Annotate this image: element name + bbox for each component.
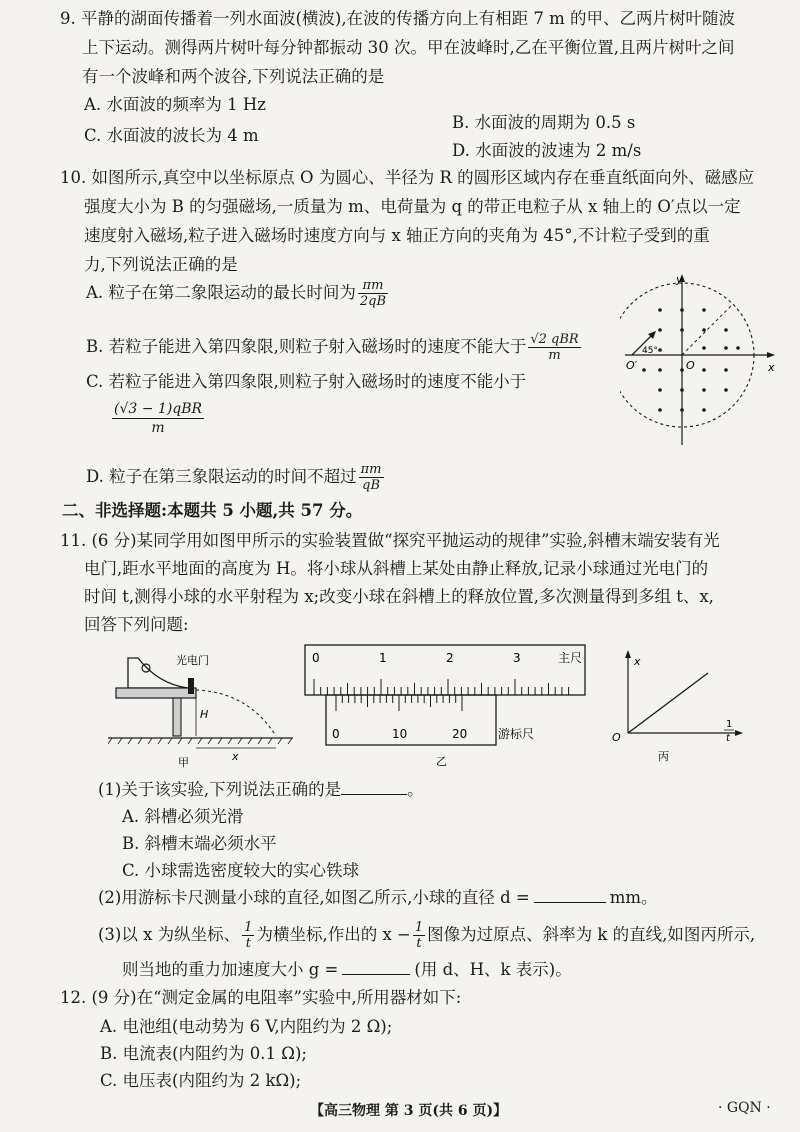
main-tick-3: 3	[513, 651, 521, 665]
q10-option-d-text: D. 粒子在第三象限运动的时间不超过	[86, 467, 357, 486]
graph-x-label-denominator: t	[726, 733, 730, 744]
q9-option-c: C. 水面波的波长为 4 m	[84, 126, 259, 145]
graph-y-arrow	[625, 650, 631, 658]
apparatus-figure	[108, 648, 298, 768]
height-label: H	[200, 708, 209, 721]
x-vs-inverse-t-graph	[598, 645, 768, 765]
graph-x-arrow	[735, 730, 743, 736]
main-scale-label: 主尺	[558, 651, 583, 665]
answer-blank-1[interactable]	[341, 778, 407, 795]
main-scale-ticks	[314, 679, 569, 695]
q11-line1: 11. (6 分)某同学用如图甲所示的实验装置做“探究平抛运动的规律”实验,斜槽末端安装有光	[60, 531, 720, 550]
q11-part1: (1)关于该实验,下列说法正确的是 。	[98, 780, 424, 799]
q9-line1: 9. 平静的湖面传播着一列水面波(横波),在波的传播方向上有相距 7 m 的甲、乙两片树叶随波	[60, 9, 735, 28]
vernier-scale-ticks	[336, 695, 462, 711]
vernier-caliper-figure	[300, 640, 590, 770]
vernier-scale-label: 游标尺	[498, 727, 535, 741]
q9-line2: 上下运动。测得两片树叶每分钟都振动 30 次。甲在波峰时,乙在平衡位置,且两片树叶之间	[82, 38, 735, 57]
main-tick-1: 1	[379, 651, 387, 665]
footer-page-info: 【高三物理 第 3 页(共 6 页)】	[310, 1103, 508, 1119]
vernier-tick-10: 10	[392, 727, 408, 741]
q10-option-b-fraction: $\frac{\text{√2 qBR}}{m}$	[530, 332, 579, 363]
q12-item-b: B. 电流表(内阻约为 0.1 Ω);	[100, 1044, 307, 1063]
q10-option-c-fraction: $\frac{\text{(√3 − 1)qBR}}{m}$	[114, 401, 203, 436]
graph-line	[628, 673, 708, 733]
graph-origin-label: O	[612, 731, 621, 744]
q10-option-d-fraction: $\frac{\pi m}{qB}$	[360, 462, 382, 493]
photogate-block	[188, 678, 194, 694]
q11-part3-continued: 则当地的重力加速度大小 g = (用 d、H、k 表示)。	[122, 960, 572, 979]
q11-part1-option-a: A. 斜槽必须光滑	[122, 807, 244, 826]
origin-label: O	[686, 359, 695, 372]
ground-hatch	[108, 738, 292, 744]
range-label: x	[232, 750, 239, 763]
q12-item-a: A. 电池组(电动势为 6 V,内阻约为 2 Ω);	[100, 1017, 393, 1036]
q10-line4: 力,下列说法正确的是	[84, 255, 238, 274]
q10-option-b-text: B. 若粒子能进入第四象限,则粒子射入磁场时的速度不能大于	[86, 337, 527, 356]
q10-option-d	[86, 462, 386, 493]
q10-line2: 强度大小为 B 的匀强磁场,一质量为 m、电荷量为 q 的带正电粒子从 x 轴上的 O′点以一定	[84, 197, 741, 216]
q10-option-b	[86, 332, 583, 363]
section-heading: 二、非选择题:本题共 5 小题,共 57 分。	[62, 501, 363, 520]
table-leg	[173, 698, 181, 736]
q10-line1: 10. 如图所示,真空中以坐标原点 O 为圆心、半径为 R 的圆形区域内存在垂直纸面向外、磁感应	[60, 168, 755, 187]
y-axis-label: y	[676, 273, 683, 286]
x-axis-arrow	[767, 352, 775, 358]
q9-option-a: A. 水面波的频率为 1 Hz	[84, 95, 266, 114]
vernier-scale-frame	[326, 695, 496, 745]
figure-bing-caption: 丙	[658, 750, 669, 763]
q9-line3: 有一个波峰和两个波谷,下列说法正确的是	[82, 67, 385, 86]
graph-x-label-numerator: 1	[726, 719, 733, 730]
table-top	[116, 688, 196, 698]
o-prime-label: O′	[626, 359, 638, 372]
q11-part1-option-c: C. 小球需选密度较大的实心铁球	[122, 861, 360, 880]
answer-blank-3[interactable]	[342, 958, 410, 975]
q11-line3: 时间 t,测得小球的水平射程为 x;改变小球在斜槽上的释放位置,多次测量得到多组 t、x,	[84, 587, 714, 606]
q9-option-b: B. 水面波的周期为 0.5 s	[452, 113, 636, 132]
q9-option-d: D. 水面波的波速为 2 m/s	[452, 141, 642, 160]
q10-line3: 速度射入磁场,粒子进入磁场时速度方向与 x 轴正方向的夹角为 45°,不计粒子受到的重	[84, 226, 710, 245]
q11-part1-option-b: B. 斜槽末端必须水平	[122, 834, 277, 853]
q10-option-a-text: A. 粒子在第二象限运动的最长时间为	[86, 283, 356, 302]
q11-part2: (2)用游标卡尺测量小球的直径,如图乙所示,小球的直径 d = mm。	[98, 888, 658, 907]
figure-yi-caption: 乙	[436, 755, 447, 768]
vernier-tick-0: 0	[332, 727, 340, 741]
angle-label: 45°	[642, 346, 658, 356]
graph-y-label: x	[634, 655, 641, 668]
answer-blank-2[interactable]	[534, 886, 606, 903]
q12-item-c: C. 电压表(内阻约为 2 kΩ);	[100, 1071, 302, 1090]
main-tick-0: 0	[312, 651, 320, 665]
figure-jia-caption: 甲	[178, 756, 189, 768]
q12-line1: 12. (9 分)在“测定金属的电阻率”实验中,所用器材如下:	[60, 988, 462, 1007]
q10-option-c: C. 若粒子能进入第四象限,则粒子射入磁场时的速度不能小于	[86, 372, 527, 391]
q10-magnetic-field-figure	[620, 270, 780, 450]
q10-option-a-fraction: $\frac{\pi m}{2qB}$	[359, 278, 387, 309]
q11-part3: (3)以 x 为纵坐标、 $\frac{1}{t}$ 为横坐标,作出的 x − $\frac{1}{t}$ 图像为过原点、斜率为 k 的直线,如图丙所示,	[98, 920, 756, 951]
footer-code: · GQN ·	[718, 1100, 771, 1116]
vernier-tick-20: 20	[452, 727, 468, 741]
x-axis-label: x	[768, 361, 775, 374]
q11-line2: 电门,距水平地面的高度为 H。将小球从斜槽上某处由静止释放,记录小球通过光电门的	[84, 559, 709, 578]
q11-line4: 回答下列问题:	[84, 615, 189, 634]
main-tick-2: 2	[446, 651, 454, 665]
q10-option-a	[86, 278, 390, 309]
photogate-label: 光电门	[176, 654, 209, 667]
